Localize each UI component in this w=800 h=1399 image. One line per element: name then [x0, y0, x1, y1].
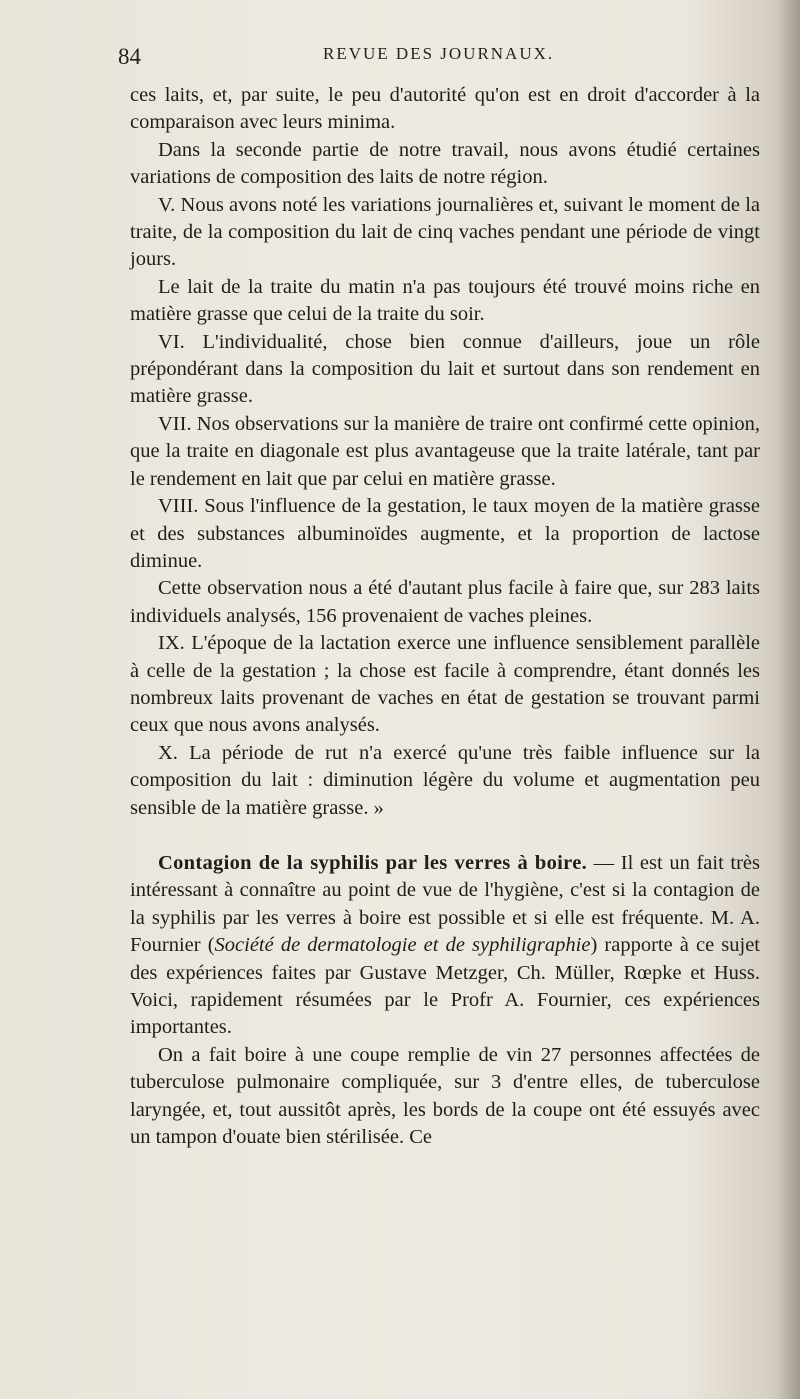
article-paragraph: [130, 850, 760, 1042]
journal-name: Société de dermatologie et de syphiligraphie: [214, 934, 591, 957]
article-text: ) rapporte à ce sujet des expériences faites par Gustave Metzger, Ch. Müller, Rœpke et Huss. Voici, rapidement résumées par le Profr A. Fournier, ces expériences importantes.: [130, 934, 761, 1039]
article-title: Contagion de la syphilis par les verres à boire.: [158, 851, 588, 874]
page-number: 84: [118, 44, 141, 69]
article-paragraph: On a fait boire à une coupe remplie de vin 27 personnes affectées de tuberculose pulmonaire compliquée, sur 3 d'entre elles, de tuberculose laryngée, et, tout aussitôt après, les bords de la coupe ont été essuyés avec un tampon d'ouate bien stérilisée. Ce: [130, 1043, 760, 1149]
paragraph: X. La période de rut n'a exercé qu'une très faible influence sur la composition du lait : diminution légère du volume et augmentation peu sensible de la matière grasse. »: [130, 741, 760, 819]
paragraph: VIII. Sous l'influence de la gestation, le taux moyen de la matière grasse et des substances albuminoïdes augmente, et la proportion de lactose diminue.: [130, 495, 760, 572]
running-head: REVUE DES JOURNAUX.: [323, 44, 555, 63]
paragraph: Le lait de la traite du matin n'a pas toujours été trouvé moins riche en matière grasse que celui de la traite du soir.: [130, 275, 760, 326]
paragraph: VI. L'individualité, chose bien connue d'ailleurs, joue un rôle prépondérant dans la composition du lait et surtout dans son rendement en matière grasse.: [130, 330, 760, 408]
paragraph: Dans la seconde partie de notre travail, nous avons étudié certaines variations de composition des laits de notre région.: [130, 138, 760, 189]
body-text: [130, 82, 760, 1151]
page-header: [118, 42, 768, 72]
paragraph: V. Nous avons noté les variations journalières et, suivant le moment de la traite, de la composition du lait de cinq vaches pendant une période de vingt jours.: [130, 193, 760, 271]
paragraph: Cette observation nous a été d'autant plus facile à faire que, sur 283 laits individuels analysés, 156 provenaient de vaches pleines.: [130, 577, 760, 627]
paragraph: ces laits, et, par suite, le peu d'autorité qu'on est en droit d'accorder à la comparaison avec leurs minima.: [130, 84, 760, 134]
paragraph: VII. Nos observations sur la manière de traire ont confirmé cette opinion, que la traite en diagonale est plus avantageuse que la traite latérale, tant par le rendement en lait que par celui en matière grasse.: [130, 412, 760, 490]
page-edge-shadow: [778, 0, 800, 1399]
section-gap: [130, 822, 760, 850]
article-text: — Il est un fait très intéressant à connaître au point de vue de l'hygiène, c'est si la contagion de la syphilis par les verres à boire est possible et si elle est fréquente. M. A. Fournier (: [130, 851, 760, 957]
paragraph: IX. L'époque de la lactation exerce une influence sensiblement parallèle à celle de la gestation ; la chose est facile à comprendre, étant donnés les nombreux laits provenant de vaches en état de gestation se trouvant parmi ceux que nous avons analysés.: [130, 632, 760, 737]
